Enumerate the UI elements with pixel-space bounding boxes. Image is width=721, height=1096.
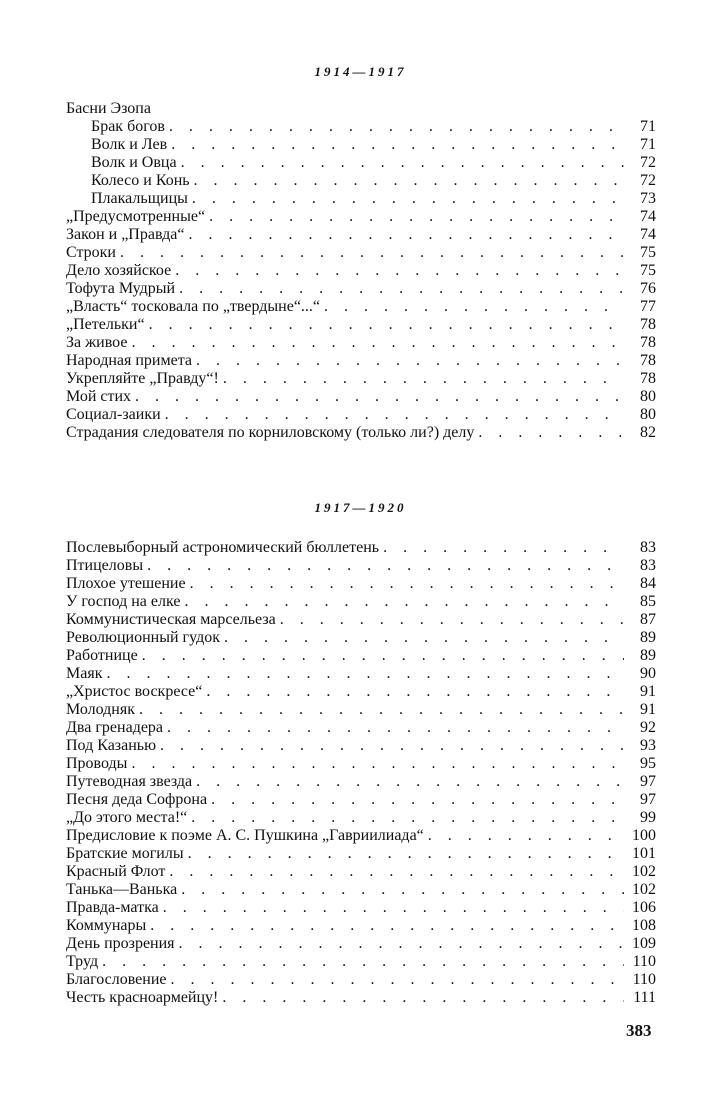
toc-entry-title: Волк и Лев bbox=[91, 136, 168, 153]
toc-entry bbox=[66, 629, 656, 647]
toc-entry bbox=[66, 593, 656, 611]
toc-entry-page: 106 bbox=[632, 899, 656, 916]
toc-entry bbox=[66, 575, 656, 593]
toc-entry-title: Плакальщицы bbox=[91, 190, 188, 207]
toc-entry-page: 76 bbox=[640, 280, 656, 297]
toc-entry-page: 71 bbox=[640, 118, 656, 135]
toc-entry-page: 91 bbox=[640, 701, 656, 718]
toc-entry bbox=[66, 989, 656, 1007]
toc-leader-dots bbox=[135, 701, 624, 719]
toc-leader-dots bbox=[186, 575, 624, 593]
toc-entry-title: „Предусмотренные“ bbox=[66, 208, 206, 225]
toc-leader-dots bbox=[320, 298, 624, 316]
toc-entry-page: 77 bbox=[640, 298, 656, 315]
toc-leader-dots bbox=[167, 971, 625, 989]
toc-entry bbox=[66, 370, 656, 388]
toc-entry-title: Коммунистическая марсельеза bbox=[66, 611, 276, 628]
toc-leader-dots bbox=[276, 611, 624, 629]
toc-leader-dots bbox=[205, 208, 624, 226]
toc-leader-dots bbox=[127, 334, 624, 352]
toc-entry-title: Благословение bbox=[66, 971, 167, 988]
toc-entry-title: Молодняк bbox=[66, 701, 135, 718]
toc-entry bbox=[66, 316, 656, 334]
toc-leader-dots bbox=[202, 683, 624, 701]
toc-entry bbox=[66, 647, 656, 665]
toc-entry-page: 83 bbox=[640, 539, 656, 556]
toc-entry bbox=[66, 100, 656, 118]
toc-entry bbox=[66, 809, 656, 827]
toc-entry-title: Проводы bbox=[66, 755, 128, 772]
toc-entry bbox=[66, 755, 656, 773]
toc-leader-dots bbox=[180, 593, 624, 611]
toc-entry-title: Басни Эзопа bbox=[66, 100, 151, 117]
toc-leader-dots bbox=[192, 352, 624, 370]
toc-entry-page: 87 bbox=[640, 611, 656, 628]
toc-entry-page: 78 bbox=[640, 334, 656, 351]
toc-entry-page: 71 bbox=[640, 136, 656, 153]
toc-entry-page: 72 bbox=[640, 172, 656, 189]
toc-leader-dots bbox=[165, 863, 624, 881]
toc-entry bbox=[66, 665, 656, 683]
toc-entry-title: Мой стих bbox=[66, 388, 132, 405]
toc-entry-page: 75 bbox=[640, 262, 656, 279]
toc-entry-title: Коммунары bbox=[66, 917, 147, 934]
toc-entry bbox=[66, 298, 656, 316]
toc-entry-page: 99 bbox=[640, 809, 656, 826]
toc-entry-title: Путеводная звезда bbox=[66, 773, 193, 790]
toc-entry-title: Правда-матка bbox=[66, 899, 159, 916]
toc-leader-dots bbox=[184, 226, 624, 244]
toc-entry bbox=[66, 719, 656, 737]
toc-entry bbox=[66, 917, 656, 935]
toc-entry-title: Послевыборный астрономический бюллетень bbox=[66, 539, 380, 556]
toc-entry-title: Дело хозяйское bbox=[66, 262, 172, 279]
toc-entry bbox=[66, 611, 656, 629]
toc-entry-page: 108 bbox=[632, 917, 656, 934]
toc-leader-dots bbox=[159, 899, 624, 917]
toc-leader-dots bbox=[161, 406, 624, 424]
toc-leader-dots bbox=[138, 647, 624, 665]
toc-leader-dots bbox=[163, 719, 624, 737]
toc-entry bbox=[66, 737, 656, 755]
toc-list-1917-1920 bbox=[66, 539, 656, 1007]
toc-entry-page: 97 bbox=[640, 791, 656, 808]
toc-leader-dots bbox=[116, 244, 624, 262]
toc-entry bbox=[66, 827, 656, 845]
toc-entry-page: 89 bbox=[640, 647, 656, 664]
section-heading-1917-1920: 1917—1920 bbox=[314, 500, 407, 515]
toc-entry-title: Маяк bbox=[66, 665, 103, 682]
toc-leader-dots bbox=[127, 755, 624, 773]
toc-entry-title: Птицеловы bbox=[66, 557, 144, 574]
toc-entry bbox=[66, 208, 656, 226]
toc-entry-title: Колесо и Конь bbox=[91, 172, 190, 189]
toc-entry-page: 84 bbox=[640, 575, 656, 592]
toc-leader-dots bbox=[167, 136, 624, 154]
toc-entry-title: Братские могилы bbox=[66, 845, 184, 862]
toc-entry-title: Честь красноармейцу! bbox=[66, 989, 219, 1006]
toc-entry-title: Революционный гудок bbox=[66, 629, 220, 646]
toc-leader-dots bbox=[177, 881, 624, 899]
toc-leader-dots bbox=[192, 773, 624, 791]
section-heading-1914-1917: 1914—1917 bbox=[314, 64, 407, 79]
toc-entry bbox=[66, 953, 656, 971]
toc-entry-page: 80 bbox=[640, 388, 656, 405]
toc-entry-title: Волк и Овца bbox=[91, 154, 177, 171]
toc-entry-title: Красный Флот bbox=[66, 863, 166, 880]
toc-leader-dots bbox=[424, 827, 624, 845]
toc-leader-dots bbox=[171, 262, 624, 280]
toc-entry bbox=[66, 701, 656, 719]
toc-entry bbox=[66, 352, 656, 370]
toc-leader-dots bbox=[177, 154, 624, 172]
toc-entry bbox=[66, 172, 656, 190]
toc-entry-title: Закон и „Правда“ bbox=[66, 226, 185, 243]
toc-leader-dots bbox=[188, 190, 624, 208]
toc-leader-dots bbox=[98, 953, 624, 971]
toc-entry-title: Тофута Мудрый bbox=[66, 280, 176, 297]
toc-entry-page: 90 bbox=[640, 665, 656, 682]
toc-entry-title: Брак богов bbox=[91, 118, 165, 135]
toc-entry bbox=[66, 154, 656, 172]
toc-entry-page: 111 bbox=[633, 989, 656, 1006]
toc-entry-title: „До этого места!“ bbox=[66, 809, 188, 826]
toc-leader-dots bbox=[207, 791, 624, 809]
toc-entry bbox=[66, 334, 656, 352]
toc-entry-title: Народная примета bbox=[66, 352, 192, 369]
toc-entry-title: Предисловие к поэме А. С. Пушкина „Гавриилиада“ bbox=[66, 827, 424, 844]
toc-entry-title: Социал-заики bbox=[66, 406, 161, 423]
toc-entry-page: 95 bbox=[640, 755, 656, 772]
toc-entry bbox=[66, 244, 656, 262]
toc-entry-title: Работнице bbox=[66, 647, 138, 664]
toc-entry bbox=[66, 791, 656, 809]
toc-entry bbox=[66, 539, 656, 557]
toc-leader-dots bbox=[190, 172, 624, 190]
toc-entry-page: 78 bbox=[640, 316, 656, 333]
toc-entry-page: 85 bbox=[640, 593, 656, 610]
toc-entry-title: Труд bbox=[66, 953, 99, 970]
toc-entry-page: 82 bbox=[640, 424, 656, 441]
toc-entry bbox=[66, 280, 656, 298]
toc-leader-dots bbox=[184, 845, 624, 863]
toc-leader-dots bbox=[145, 316, 624, 334]
toc-entry-title: „Власть“ тосковала по „твердыне“...“ bbox=[66, 298, 321, 315]
toc-entry bbox=[66, 388, 656, 406]
toc-leader-dots bbox=[143, 557, 624, 575]
toc-entry-title: Укрепляйте „Правду“! bbox=[66, 370, 219, 387]
toc-entry-page: 101 bbox=[632, 845, 656, 862]
toc-entry-page: 78 bbox=[640, 370, 656, 387]
toc-entry bbox=[66, 136, 656, 154]
toc-leader-dots bbox=[218, 989, 624, 1007]
toc-entry-title: „Петельки“ bbox=[66, 316, 145, 333]
toc-entry-title: Песня деда Софрона bbox=[66, 791, 208, 808]
toc-leader-dots bbox=[219, 370, 624, 388]
toc-entry-title: Под Казанью bbox=[66, 737, 157, 754]
toc-entry bbox=[66, 118, 656, 136]
toc-entry bbox=[66, 557, 656, 575]
toc-leader-dots bbox=[187, 809, 624, 827]
toc-entry-page: 73 bbox=[640, 190, 656, 207]
toc-entry bbox=[66, 899, 656, 917]
toc-entry bbox=[66, 424, 656, 442]
toc-leader-dots bbox=[474, 424, 624, 442]
toc-entry bbox=[66, 190, 656, 208]
toc-entry bbox=[66, 262, 656, 280]
toc-list-1914-1917 bbox=[66, 100, 656, 442]
toc-entry-page: 83 bbox=[640, 557, 656, 574]
toc-entry-title: Танька—Ванька bbox=[66, 881, 178, 898]
toc-leader-dots bbox=[220, 629, 624, 647]
toc-entry-page: 97 bbox=[640, 773, 656, 790]
toc-entry-title: „Христос воскресе“ bbox=[66, 683, 203, 700]
toc-leader-dots bbox=[146, 917, 624, 935]
toc-entry-page: 110 bbox=[632, 971, 656, 988]
toc-entry-page: 91 bbox=[640, 683, 656, 700]
toc-entry-page: 74 bbox=[640, 208, 656, 225]
toc-entry-title: Плохое утешение bbox=[66, 575, 186, 592]
toc-leader-dots bbox=[102, 665, 624, 683]
toc-entry bbox=[66, 935, 656, 953]
toc-leader-dots bbox=[156, 737, 624, 755]
toc-leader-dots bbox=[131, 388, 624, 406]
toc-entry bbox=[66, 863, 656, 881]
toc-entry-title: Строки bbox=[66, 244, 116, 261]
toc-entry bbox=[66, 971, 656, 989]
toc-entry-page: 92 bbox=[640, 719, 656, 736]
toc-entry-page: 93 bbox=[640, 737, 656, 754]
toc-entry-page: 102 bbox=[632, 881, 656, 898]
toc-entry-title: Страдания следователя по корниловскому (только ли?) делу bbox=[66, 424, 475, 441]
toc-entry-page: 110 bbox=[632, 953, 656, 970]
toc-entry bbox=[66, 683, 656, 701]
toc-leader-dots bbox=[175, 280, 624, 298]
toc-entry bbox=[66, 406, 656, 424]
toc-entry bbox=[66, 226, 656, 244]
toc-leader-dots bbox=[379, 539, 624, 557]
toc-entry-page: 78 bbox=[640, 352, 656, 369]
toc-entry-page: 102 bbox=[632, 863, 656, 880]
toc-entry-page: 100 bbox=[632, 827, 656, 844]
toc-leader-dots bbox=[175, 935, 624, 953]
toc-entry-title: День прозрения bbox=[66, 935, 175, 952]
toc-entry-page: 74 bbox=[640, 226, 656, 243]
toc-entry-title: Два гренадера bbox=[66, 719, 164, 736]
page-number: 383 bbox=[626, 1021, 652, 1040]
toc-entry bbox=[66, 845, 656, 863]
toc-entry bbox=[66, 773, 656, 791]
toc-entry-page: 109 bbox=[632, 935, 656, 952]
toc-entry-title: У господ на елке bbox=[66, 593, 181, 610]
toc-entry-page: 72 bbox=[640, 154, 656, 171]
toc-leader-dots bbox=[165, 118, 624, 136]
toc-entry bbox=[66, 881, 656, 899]
toc-entry-title: За живое bbox=[66, 334, 128, 351]
toc-entry-page: 80 bbox=[640, 406, 656, 423]
toc-entry-page: 75 bbox=[640, 244, 656, 261]
toc-entry-page: 89 bbox=[640, 629, 656, 646]
